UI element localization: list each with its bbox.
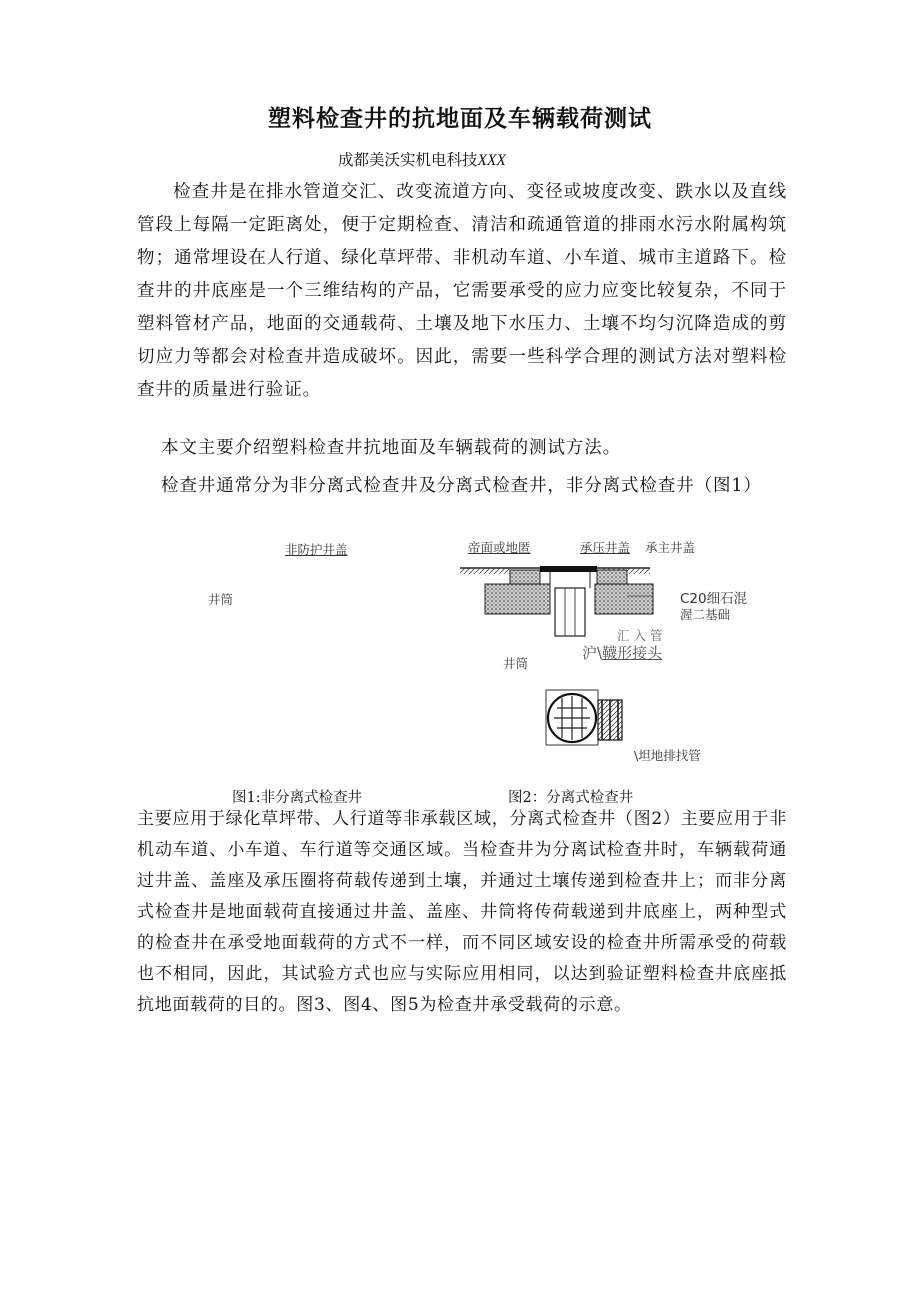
author-line [338, 148, 506, 170]
paragraph-intro: 检查井是在排水管道交汇、改变流道方向、变径或坡度改变、跌水以及直线管段上每隔一定距离处，便于定期检查、清洁和疏通管道的排雨水污水附属构筑物；通常埋设在人行道、绿化草坪带、非机动车道、小车道、城市主道路下。检查井的井底座是一个三维结构的产品，它需要承受的应力应变比较复杂，不同于塑料管材产品，地面的交通载荷、土壤及地下水压力、土壤不均匀沉降造成的剪切应力等都会对检查井造成破坏。因此，需要一些科学合理的测试方法对塑料检查井的质量进行验证。 [137, 182, 787, 400]
fig2-inlet-label: 汇 入 管 [617, 628, 663, 643]
fig2-shaft-label: 井筒 [503, 656, 529, 671]
fig2-pressure-cover-label: 承压井盖 [580, 540, 631, 555]
fig2-concrete-label-2: 渥二基础 [680, 607, 731, 622]
paragraph-types: 检查井通常分为非分离式检查井及分离式检查井，非分离式检查井（图1） [161, 476, 762, 496]
pressure-ring-right [597, 570, 627, 584]
fig2-caption: 图2：分离式检查井 [508, 790, 634, 806]
paragraph-scope: 本文主要介绍塑料检查井抗地面及车辆载荷的测试方法。 [161, 438, 621, 458]
fig2-pipe-label: \坦地排找管 [634, 748, 701, 763]
document-title: 塑料检查井的抗地面及车辆载荷测试 [268, 106, 652, 132]
paragraph-application: 主要应用于绿化草坪带、人行道等非承载区域，分离式检查井（图2）主要应用于非机动车道、小车道、车行道等交通区域。当检查井为分离试检查井时，车辆载荷通过井盖、盖座及承压圈将荷载传递到土壤，并通过土壤传递到检查井上；而非分离式检查井是地面载荷直接通过井盖、盖座、井筒将传荷载递到井底座上，两种型式的检查井在承受地面载荷的方式不一样，而不同区域安设的检查井所需承受的荷载也不相同，因此，其试验方式也应与实际应用相同，以达到验证塑料检查井底座抵抗地面载荷的目的。图3、图4、图5为检查井承受载荷的示意。 [137, 809, 787, 1015]
pressure-ring-left [510, 570, 540, 584]
fig1-caption: 图1:非分离式检查井 [232, 790, 363, 806]
fig1-cover-label: 非防护井盖 [285, 542, 348, 557]
fig2-joint-label [582, 642, 662, 663]
fig2-joint-prefix: 沪\ [582, 644, 603, 662]
author-org: 成都美沃实机电科技 [338, 151, 478, 169]
concrete-base-right [595, 584, 653, 614]
shaft-body [555, 588, 585, 636]
fig1-shaft-label: 井筒 [208, 592, 234, 607]
fig2-ground-label: 帝面或地匿 [468, 540, 531, 555]
fig2-cross-section-diagram [455, 548, 655, 638]
fig2-concrete-label-1: C20细石混 [680, 591, 748, 607]
manhole-cover [540, 566, 597, 572]
author-name: XXX [477, 152, 506, 169]
fig2-main-cover-label: 承主井盖 [645, 540, 696, 555]
concrete-base-left [485, 584, 550, 614]
fig2-pipe-diagram [540, 688, 635, 750]
fig2-joint-name: 韈形接头 [602, 644, 663, 662]
